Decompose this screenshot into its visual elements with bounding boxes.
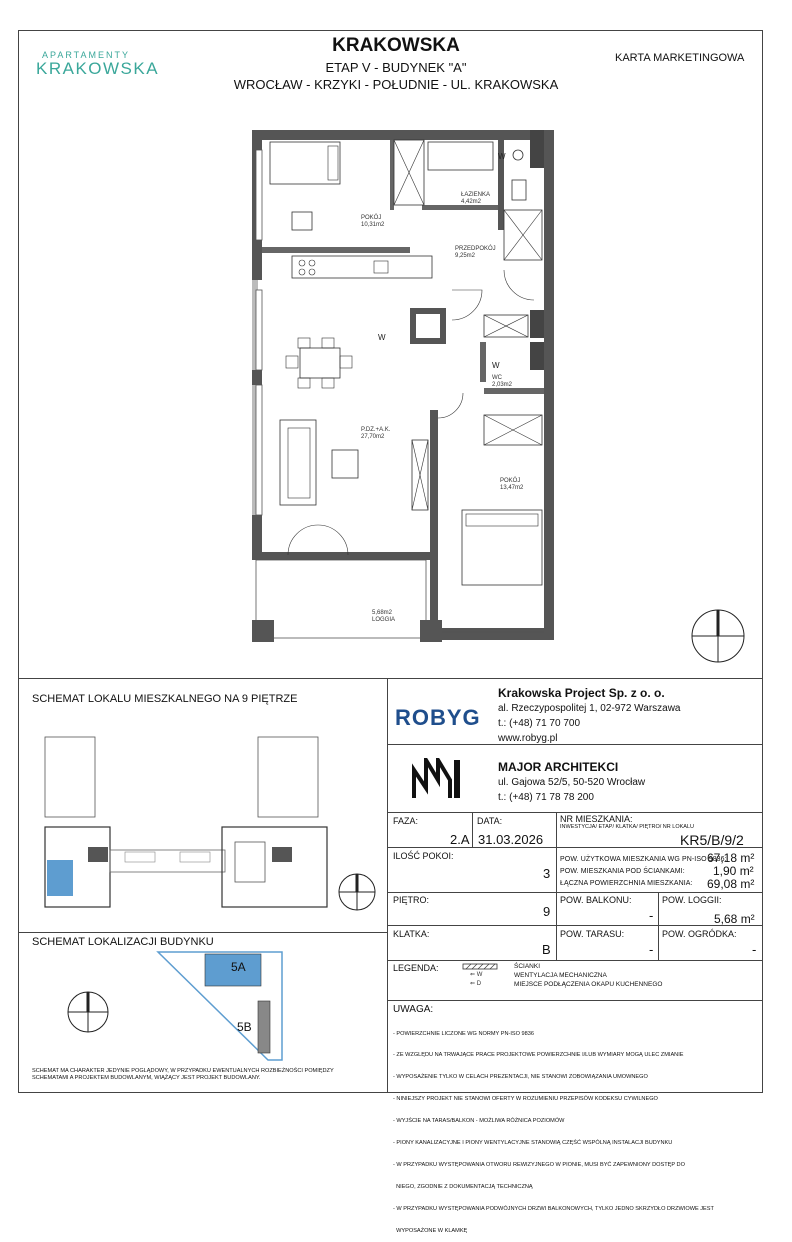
- dining-table: [300, 348, 340, 378]
- pietro-label: PIĘTRO:: [393, 895, 430, 905]
- uwaga-note: WYPOSAŻONE W KLAMKĘ: [393, 1227, 468, 1234]
- data-value: 31.03.2026: [478, 832, 544, 847]
- loggia-area: [256, 560, 426, 638]
- north-arrow-building-icon: [66, 990, 110, 1034]
- room-pokoj1-name: POKÓJ: [361, 215, 382, 221]
- divider-plan-bottom: [18, 678, 763, 679]
- pow-uzyt-value: 67,18 m²: [707, 851, 755, 865]
- uwaga-note: - POWIERZCHNIE LICZONE WG NORMY PN-ISO 9836: [393, 1030, 535, 1037]
- divider-major: [387, 812, 763, 813]
- label-5a: 5A: [231, 960, 246, 974]
- wall-duct-2: [530, 310, 544, 338]
- schemat-budynku-title: SCHEMAT LOKALIZACJI BUDYNKU: [32, 936, 214, 948]
- room-pokoj2: [500, 478, 523, 492]
- room-pokoj1: [361, 215, 384, 229]
- schemat-budynku-diagram: [150, 946, 310, 1066]
- pow-scian-value: 1,90 m²: [713, 864, 754, 878]
- divider-row5: [387, 1000, 763, 1001]
- developer-info: [498, 686, 681, 746]
- project-title: KRAKOWSKA: [332, 35, 460, 56]
- divider-col-a: [472, 812, 473, 847]
- divider-left-schemat: [18, 932, 387, 933]
- room-przedpokoj-area: 9,25m2: [455, 253, 476, 259]
- schemat-lokalu-title: SCHEMAT LOKALU MIESZKALNEGO NA 9 PIĘTRZE: [32, 693, 298, 705]
- legend-hood-icon: ⇐ D: [470, 981, 482, 987]
- room-wc-area: 2,03m2: [492, 382, 513, 388]
- card-type: KARTA MARKETINGOWA: [615, 52, 745, 64]
- legend-label: LEGENDA:: [393, 963, 439, 973]
- uwaga-note: - ZE WZGLĘDU NA TRWAJĄCE PRACE PROJEKTOWE POWIERZCHNIE I/LUB WYMIARY MOGĄ ULEC ZMIANIE: [393, 1052, 684, 1059]
- room-lazienka-area: 4,42m2: [461, 199, 482, 205]
- sofa: [280, 420, 316, 505]
- room-pdz: [361, 427, 390, 441]
- divider-middle: [387, 678, 388, 1093]
- architect-address: ul. Gajowa 52/5, 50-520 Wrocław: [498, 777, 646, 788]
- uwaga-note: - WYJŚCIE NA TARAS/BALKON - MOŻLIWA RÓŻNICA POZIOMÓW: [393, 1118, 565, 1125]
- legend-sym-w: W: [476, 972, 483, 978]
- uwaga-note: - NINIEJSZY PROJEKT NIE STANOWI OFERTY W ROZUMIENIU PRZEPISÓW KODEKSU CYWILNEGO: [393, 1096, 658, 1103]
- divider-row4: [387, 960, 763, 961]
- divider-col-b: [556, 812, 557, 960]
- uwaga-note: - W PRZYPADKU WYSTĘPOWANIA OTWORU REWIZYJNEGO W PIONIE, MUSI BYĆ ZAPEWNIONY DOSTĘP DO: [393, 1161, 685, 1168]
- uwaga-label: UWAGA:: [393, 1004, 434, 1015]
- room-loggia: [372, 610, 395, 624]
- bathtub: [428, 142, 493, 170]
- pow-scian-label: POW. MIESZKANIA POD ŚCIANKAMI:: [560, 868, 685, 875]
- loggia-label: POW. LOGGII:: [662, 895, 722, 905]
- legend-vent-icon: ⇐ W: [470, 972, 483, 978]
- klatka-value: B: [542, 942, 551, 957]
- room-wc: [492, 375, 512, 389]
- developer-address: al. Rzeczypospolitej 1, 02-972 Warszawa: [498, 703, 681, 714]
- window-left-3: [256, 385, 262, 515]
- wall-duct-1: [530, 130, 544, 168]
- coffee-table: [332, 450, 358, 478]
- wall-loggia-top: [252, 552, 432, 560]
- loggia-value: 5,68 m²: [714, 912, 755, 926]
- uwaga-notes: [393, 1016, 759, 1242]
- taras-label: POW. TARASU:: [560, 929, 625, 939]
- legend-item-1: ŚCIANKI: [514, 963, 541, 970]
- room-pdz-area: 27,70m2: [361, 434, 385, 440]
- faza-value: 2.A: [450, 832, 470, 847]
- highlight-apartment: [47, 860, 73, 896]
- logo-line1: APARTAMENTY: [42, 50, 131, 60]
- uwaga-note: - PIONY KANALIZACYJNE I PIONY WENTYLACYJNE STANOWIĄ CZĘŚĆ WSPÓLNĄ INSTALACJI BUDYNKU: [393, 1140, 673, 1147]
- architect-name: MAJOR ARCHITEKCI: [498, 760, 619, 774]
- room-loggia-name: LOGGIA: [372, 617, 396, 623]
- uwaga-note: - WYPOSAŻENIE TYLKO W CELACH PREZENTACJI, NIE STANOWI ZOBOWIĄZANIA UMOWNEGO: [393, 1074, 648, 1081]
- room-pokoj1-area: 10,31m2: [361, 222, 385, 228]
- architect-phone: t.: (+48) 71 78 78 200: [498, 792, 594, 803]
- wall-wc: [480, 342, 486, 382]
- north-arrow-icon: [690, 608, 746, 664]
- faza-label: FAZA:: [393, 816, 419, 826]
- floor-plan: [240, 120, 570, 650]
- bed-2: [462, 510, 542, 585]
- pow-total-label: ŁĄCZNA POWIERZCHNIA MIESZKANIA:: [560, 880, 693, 887]
- ogrodek-label: POW. OGRÓDKA:: [662, 929, 737, 939]
- room-lazienka: [461, 192, 490, 206]
- disclaimer: SCHEMAT MA CHARAKTER JEDYNIE POGLĄDOWY, W PRZYPADKU EWENTUALNYCH ROZBIEŻNOŚCI POMIĘDZY SCHEMATAMI A PROJEKTEM BUDOWLANYM, WIĄŻĄCY JEST PROJEKT BUDOWLANY.: [32, 1068, 334, 1082]
- vent-mark-1: W: [498, 152, 506, 161]
- room-loggia-area: 5,68m2: [372, 610, 393, 616]
- ogrodek-value: -: [752, 942, 757, 957]
- room-przedpokoj-name: PRZEDPOKÓJ: [455, 246, 496, 252]
- project-stage: ETAP V - BUDYNEK "A": [325, 60, 467, 75]
- window-left-1: [256, 150, 262, 240]
- room-pdz-name: P.DZ.+A.K.: [361, 427, 391, 433]
- nr-sub: INWESTYCJA/ ETAP/ KLATKA/ PIĘTRO/ NR LOKALU: [560, 824, 694, 830]
- divider-row3: [387, 925, 763, 926]
- balkon-value: -: [649, 908, 654, 923]
- vent-mark-2: W: [378, 333, 386, 342]
- pow-uzyt-label: POW. UŻYTKOWA MIESZKANIA WG PN-ISO 9836:: [560, 856, 727, 863]
- wall-bath-left: [390, 140, 394, 210]
- room-pokoj2-name: POKÓJ: [500, 478, 521, 484]
- nr-label: NR MIESZKANIA:: [560, 814, 633, 824]
- wall-bottom-right: [430, 628, 554, 640]
- room-przedpokoj: [455, 246, 496, 260]
- north-arrow-small-icon: [337, 872, 377, 912]
- balkon-label: POW. BALKONU:: [560, 895, 632, 905]
- wall-right: [544, 130, 554, 640]
- wall-mid-left: [252, 370, 262, 385]
- vent-mark-3: W: [492, 361, 500, 370]
- developer-phone: t.: (+48) 71 70 700: [498, 718, 581, 729]
- klatka-label: KLATKA:: [393, 929, 430, 939]
- nr-value: KR5/B/9/2: [680, 832, 744, 848]
- uwaga-note: NIEGO, ZGODNIE Z DOKUMENTACJĄ TECHNICZNĄ: [393, 1183, 533, 1190]
- legend-item-2: WENTYLACJA MECHANICZNA: [514, 972, 607, 979]
- apartamenty-logo: [36, 50, 176, 79]
- pokoi-label: ILOŚĆ POKOI:: [393, 851, 454, 861]
- project-location: WROCŁAW - KRZYKI - POŁUDNIE - UL. KRAKOWSKA: [233, 77, 559, 92]
- wall-duct-3: [530, 342, 544, 370]
- pow-total-value: 69,08 m²: [707, 877, 755, 891]
- data-label: DATA:: [477, 816, 503, 826]
- developer-name: Krakowska Project Sp. z o. o.: [498, 686, 665, 700]
- room-wc-name: WC: [492, 375, 502, 381]
- schemat-lokalu-diagram: [40, 732, 330, 912]
- chair-1: [292, 212, 312, 230]
- major-logo-icon: [410, 758, 464, 800]
- developer-web: www.robyg.pl: [498, 733, 558, 744]
- room-pokoj2-area: 13,47m2: [500, 485, 524, 491]
- logo-line2: KRAKOWSKA: [36, 59, 160, 78]
- legend-sym-d: D: [476, 981, 482, 987]
- legend-wall-icon: [462, 963, 498, 971]
- divider-row2: [387, 892, 763, 893]
- wall-kitchen-window: [252, 240, 262, 280]
- pietro-value: 9: [543, 904, 551, 919]
- room-lazienka-name: ŁAZIENKA: [461, 192, 491, 198]
- pillar-bl: [252, 620, 274, 642]
- uwaga-note: - W PRZYPADKU WYSTĘPOWANIA PODWÓJNYCH DRZWI BALKONOWYCH, TYLKO JEDNO SKRZYDŁO DRZWIOWE JEST: [393, 1205, 714, 1212]
- legend-item-3: MIEJSCE PODŁĄCZENIA OKAPU KUCHENNEGO: [514, 981, 663, 988]
- wall-lower-left: [252, 515, 262, 555]
- wall-room1-bottom: [262, 247, 410, 253]
- wall-top: [252, 130, 554, 140]
- robyg-logo: ROBYG: [395, 705, 481, 730]
- window-left-2: [256, 290, 262, 370]
- taras-value: -: [649, 942, 654, 957]
- wall-room2-left: [430, 410, 438, 630]
- divider-col-c: [658, 892, 659, 960]
- label-5b: 5B: [237, 1020, 252, 1034]
- architect-info: [498, 760, 645, 805]
- bed-1: [270, 142, 340, 184]
- pokoi-value: 3: [543, 866, 551, 881]
